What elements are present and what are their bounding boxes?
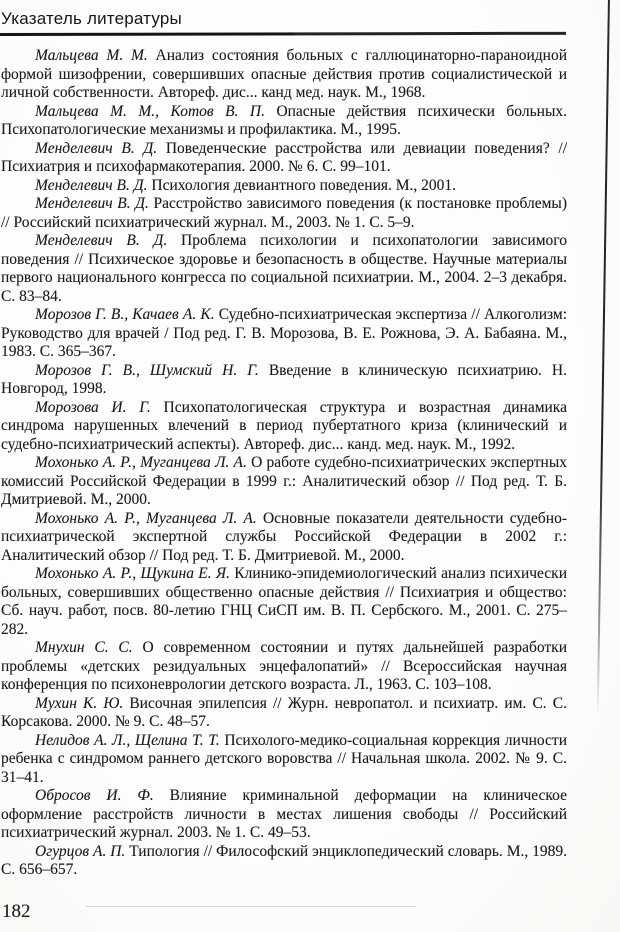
bibliography-entry: [1, 695, 567, 732]
entry-text: Проблема психологии и психопатологии зависимого поведения // Психическое здоровье и безопасность в обществе. Научные материалы первого национального конгресса по социальной психиатрии. М., 2004. 2–3 декабря. С. 83–84.: [1, 232, 567, 305]
entry-authors: Мохонько А. Р., Щукина Е. Я.: [35, 565, 230, 582]
entry-text: Анализ состояния больных с галлюцинаторно-параноидной формой шизофрении, совершивших опасные действия против социалистической и личной собственности. Автореф. дис... канд мед. наук. М., 1968.: [1, 47, 567, 101]
entry-authors: Нелидов А. Л., Щелина Т. Т.: [35, 731, 220, 749]
bibliography-entry: [1, 103, 567, 140]
bibliography-entry: [1, 362, 567, 399]
bibliography-entry: [1, 399, 567, 455]
bibliography-entry: [1, 843, 567, 880]
entry-text: Судебно-психиатрическая экспертиза // Алкоголизм: Руководство для врачей / Под ред. Г. В. Морозова, В. Е. Рожнова, Э. А. Бабаяна. М., 1983. С. 365–367.: [1, 306, 567, 360]
entry-text: Височная эпилепсия // Журн. невропатол. и психиатр. им. С. С. Корсакова. 2000. № 9. С. 48–57.: [1, 694, 567, 730]
entry-authors: Мальцева М. М.: [35, 47, 148, 64]
bibliography-entry: [1, 510, 567, 566]
entry-authors: Морозов Г. В., Качаев А. К.: [35, 306, 215, 323]
entry-authors: Менделевич В. Д.: [35, 232, 168, 249]
entry-text: Психопатологическая структура и возрастная динамика синдрома нарушенных влечений в период пубертатного криза (клинический и судебно-психиатрический аспекты). Автореф. дис... канд. мед. наук. М., 1992.: [1, 398, 567, 453]
bibliography-entry: [1, 47, 567, 103]
entry-text: Основные показатели деятельности судебно-психиатрической экспертной службы Российской Федерации в 2002 г.: Аналитический обзор // Под ред. Т. Б. Дмитриевой. М., 2000.: [1, 509, 567, 564]
bibliography-entry: [1, 306, 567, 362]
entry-authors: Огурцов А. П.: [35, 842, 126, 860]
bibliography-list: [1, 47, 567, 880]
entry-text: О работе судебно-психиатрических экспертных комиссий Российской Федерации в 1999 г.: Аналитический обзор // Под ред. Т. Б. Дмитриевой. М., 2000.: [1, 454, 567, 508]
header-rule: [0, 32, 566, 36]
bibliography-entry: [1, 195, 567, 232]
running-header: Указатель литературы: [1, 9, 182, 28]
bibliography-entry: [1, 565, 567, 639]
entry-authors: Мальцева М. М., Котов В. П.: [35, 102, 265, 120]
entry-authors: Мохонько А. Р., Муганцева Л. А.: [35, 509, 257, 527]
entry-authors: Менделевич В. Д.: [35, 195, 149, 212]
entry-text: Введение в клиническую психиатрию. Н. Новгород, 1998.: [1, 361, 567, 397]
entry-text: Влияние криминальной деформации на клиническое оформление расстройств личности в местах лишения свободы // Российский психиатрический журнал. 2003. № 1. С. 49–53.: [1, 787, 567, 841]
entry-authors: Мнухин С. С.: [35, 639, 133, 656]
entry-authors: Мухин К. Ю.: [35, 694, 124, 712]
entry-authors: Морозов Г. В., Шумский Н. Г.: [35, 361, 259, 379]
bibliography-entry: [1, 732, 567, 788]
page-edge-scan-line: [597, 0, 610, 716]
entry-text: Поведенческие расстройства или девиации поведения? // Психиатрия и психофармакотерапия. 2000. № 6. С. 99–101.: [1, 139, 567, 175]
entry-authors: Обросов И. Ф.: [35, 787, 154, 804]
entry-authors: Мохонько А. Р., Муганцева Л. А.: [35, 454, 247, 471]
bibliography-entry: [1, 232, 567, 306]
entry-text: Опасные действия психически больных. Психопатологические механизмы и профилактика. М., 1995.: [1, 102, 567, 138]
entry-text: О современном состоянии и путях дальнейшей разработки проблемы «детских резидуальных энцефалопатий» // Всероссийская научная конференция по психоневрологии детского возраста. Л., 1963. С. 103–108.: [1, 639, 567, 693]
scan-smudge: [86, 906, 416, 907]
entry-text: Психолого-медико-социальная коррекция личности ребенка с синдромом раннего детского воровства // Начальная школа. 2002. № 9. С. 31–41.: [1, 731, 567, 786]
entry-text: Клинико-эпидемиологический анализ психически больных, совершивших общественно опасные действия // Психиатрия и общество: Сб. науч. работ, посв. 80-летию ГНЦ СиСП им. В. П. Сербского. М., 2001. С. 275–282.: [1, 565, 567, 638]
entry-authors: Морозова И. Г.: [35, 398, 151, 416]
entry-text: Типология // Философский энциклопедический словарь. М., 1989. С. 656–657.: [1, 842, 567, 878]
bibliography-entry: [1, 639, 567, 695]
entry-authors: Менделевич В. Д.: [35, 139, 158, 157]
entry-text: Расстройство зависимого поведения (к постановке проблемы) // Российский психиатрический журнал. М., 2003. № 1. С. 5–9.: [1, 195, 567, 231]
entry-authors: Менделевич В. Д.: [35, 176, 148, 194]
bibliography-entry: [1, 454, 567, 510]
page-number: 182: [2, 901, 31, 922]
bibliography-entry: [1, 787, 567, 843]
bibliography-entry: [1, 140, 567, 177]
bibliography-entry: [1, 177, 567, 196]
entry-text: Психология девиантного поведения. М., 2001.: [151, 176, 457, 194]
